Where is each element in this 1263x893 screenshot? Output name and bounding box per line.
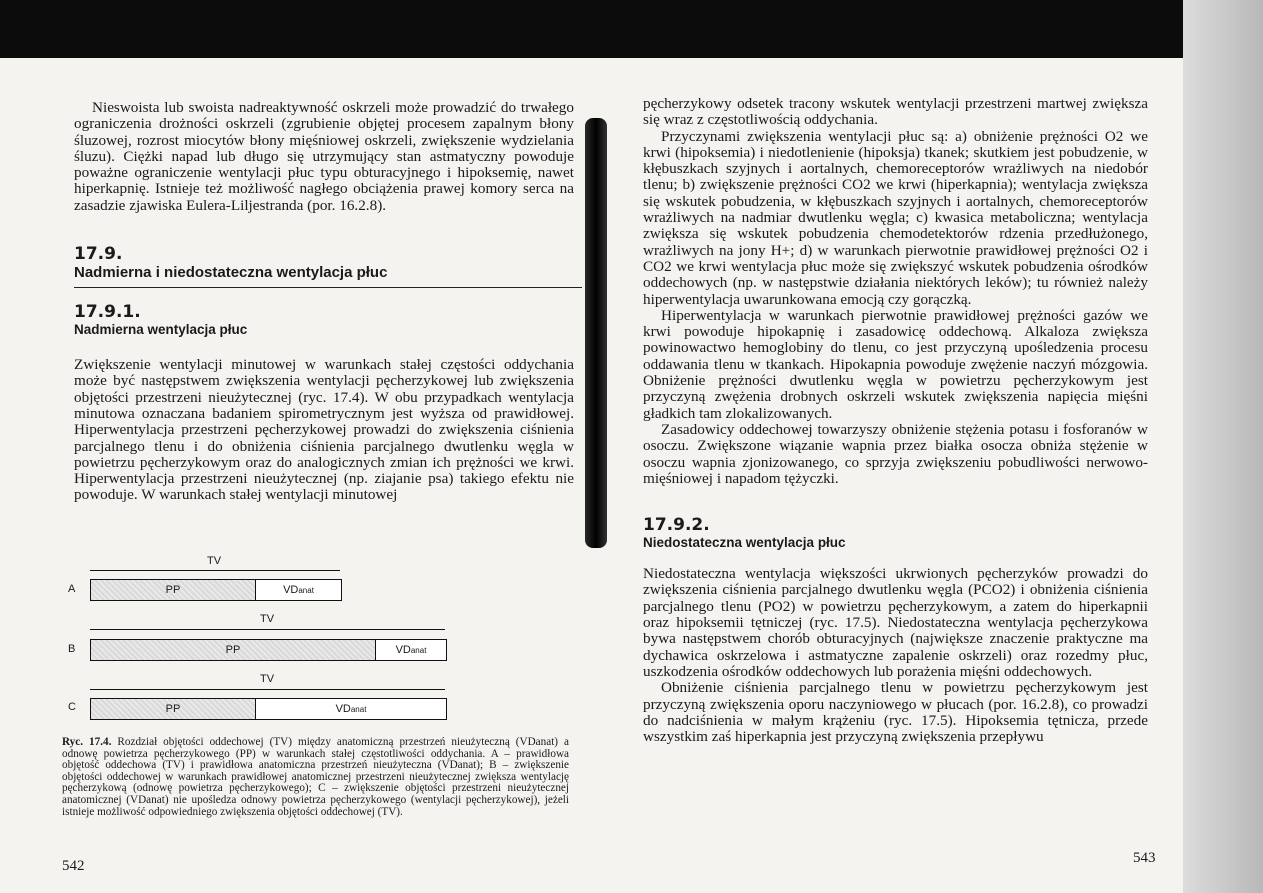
tv-arrow bbox=[90, 689, 445, 690]
section-title: Nadmierna i niedostateczna wentylacja płuc bbox=[74, 264, 388, 282]
tv-label: TV bbox=[207, 555, 222, 567]
row-label-a: A bbox=[68, 583, 76, 595]
figure-17-4 bbox=[62, 555, 452, 735]
pp-segment: PP bbox=[91, 699, 256, 719]
vd-segment bbox=[256, 699, 446, 719]
subsection-title: Nadmierna wentylacja płuc bbox=[74, 322, 248, 338]
caption-text: Rozdział objętości oddechowej (TV) między anatomiczną przestrzeń nieużyteczną (VDanat) a odnowę powietrza pęcherzykowego (PP) w warunkach stałej częstotliwości oddychania. A – prawidłowa objętość oddechowa (TV) i prawidłowa anatomiczna przestrzeń nieużyteczna (VDanat); B – zwiększenie objętości oddechowej w warunkach prawidłowej anatomicznej przestrzeni nieużytecznej zwiększa wentylację pęcherzykową (odnowę powietrza pęcherzykowego); C – zwiększenie objętości przestrzeni nieużytecznej anatomicznej (VDanat) nie upośledza odnowy powietrza pęcherzykowego (wentylacji pęcherzykowej), jeżeli istnieje możliwość odpowiedniego zwiększenia objętości oddechowej (TV). bbox=[62, 736, 569, 818]
body-paragraph: Zwiększenie wentylacji minutowej w warunkach stałej częstości oddychania może być następstwem zwiększenia wentylacji pęcherzykowej lub zwiększenia objętości przestrzeni nieużytecznej (ryc. 17.4). W obu przypadkach wentylacja minutowa oznaczana badaniem spirometrycznym jest wyższa od prawidłowej. Hiperwentylacja przestrzeni pęcherzykowej prowadzi do zwiększenia ciśnienia parcjalnego tlenu i do obniżenia ciśnienia parcjalnego dwutlenku węgla w powietrzu pęcherzykowym oraz do analogicznych zmian ich prężności we krwi. Hiperwentylacja przestrzeni nieużytecznej (np. ziajanie psa) takiego efektu nie powoduje. W warunkach stałej wentylacji minutowej bbox=[74, 356, 574, 504]
page-number-left: 542 bbox=[62, 858, 85, 874]
bar-row-c bbox=[90, 698, 447, 720]
row-label-b: B bbox=[68, 643, 76, 655]
left-page bbox=[74, 100, 574, 504]
vd-sub: anat bbox=[410, 645, 427, 655]
section-number: 17.9. bbox=[74, 244, 123, 265]
vd-segment bbox=[376, 640, 446, 660]
book-spine-gutter bbox=[585, 118, 607, 548]
body-paragraph: Przyczynami zwiększenia wentylacji płuc są: a) obniżenie prężności O2 we krwi (hipoksemia) i niedotlenienie (hipoksja) tkanek; skutkiem jest pobudzenie, w kłębuszkach szyjnych i aortalnych, chemoreceptorów wrażliwych na niedobór tlenu; b) zwiększenie prężności CO2 we krwi (hiperkapnia); wentylacja zwiększa się wskutek pobudzenia, w kłębuszkach szyjnych i aortalnych, chemoreceptorów wrażliwych na nadmiar dwutlenku węgla; c) kwasica metaboliczna; wentylacja zwiększa się wskutek pobudzenia chemodetektorów rdzenia przedłużonego, wrażliwych na jony H+; d) w warunkach pierwotnie prawidłowej prężności O2 i CO2 we krwi wentylacja płuc może się zwiększyć wskutek pobudzenia ośrodków oddechowych (np. w następstwie działania niektórych leków); tu również należy hiperwentylacja uwarunkowana emocją czy gorączką. bbox=[643, 127, 1148, 308]
subsection-number: 17.9.2. bbox=[643, 515, 710, 536]
row-label-c: C bbox=[68, 701, 76, 713]
intro-paragraph: Nieswoista lub swoista nadreaktywność oskrzeli może prowadzić do trwałego ograniczenia drożności oskrzeli (zgrubienie objętej procesem zapalnym błony śluzowej, rozrost miocytów błony mięśniowej oskrzeli, zwiększenie wydzielania śluzu). Ciężki napad lub długo się utrzymujący stan astmatyczny powoduje poważne ograniczenie wentylacji płuc typu obturacyjnego i hipoksemię, nawet hiperkapnię. Istnieje też możliwość nagłego obciążenia prawej komory serca na zasadzie zjawiska Eulera-Liljestranda (por. 16.2.8). bbox=[74, 99, 574, 214]
tv-arrow bbox=[90, 570, 340, 571]
pp-segment: PP bbox=[91, 580, 256, 600]
tv-label: TV bbox=[260, 613, 275, 625]
body-paragraph: Niedostateczna wentylacja większości ukrwionych pęcherzyków prowadzi do zwiększenia ciśnienia parcjalnego dwutlenku węgla (PCO2) i obniżenia ciśnienia parcjalnego tlenu (PO2) w powietrzu pęcherzykowym, a zatem do hiperkapnii oraz hipoksemii tętniczej (ryc. 17.5). Niedostateczna wentylacja pęcherzykowa bywa następstwem chorób obturacyjnych (największe znaczenie praktyczne ma dychawica oskrzelowa i astmatyczne zapalenie oskrzeli) oraz rozedmy płuc, uszkodzenia ośrodków oddechowych lub porażenia mięśni oddechowych. bbox=[643, 565, 1148, 680]
body-paragraph: Hiperwentylacja w warunkach pierwotnie prawidłowej prężności gazów we krwi powoduje hipokapnię i zasadowicę oddechową. Alkaloza zwiększa powinowactwo hemoglobiny do tlenu, co jest przyczyną upośledzenia procesu oddawania tlenu w tkankach. Hipokapnia powoduje zwężenie naczyń mózgowia. Obniżenie prężności dwutlenku węgla w powietrzu pęcherzykowym jest przyczyną zwężenia drobnych oskrzeli wskutek zwiększenia napięcia mięśni gładkich tam zlokalizowanych. bbox=[643, 306, 1148, 422]
page-number-right: 543 bbox=[1133, 850, 1156, 866]
vd-segment bbox=[256, 580, 341, 600]
bar-row-a bbox=[90, 579, 342, 601]
vd-text: VD bbox=[335, 703, 351, 715]
vd-text: VD bbox=[395, 644, 411, 656]
bar-row-b bbox=[90, 639, 447, 661]
right-page bbox=[643, 96, 1148, 745]
tv-arrow bbox=[90, 629, 445, 630]
scan-top-edge bbox=[0, 0, 1263, 58]
figure-caption bbox=[62, 737, 569, 818]
pp-segment: PP bbox=[91, 640, 376, 660]
subsection-number: 17.9.1. bbox=[74, 302, 141, 323]
subsection-title: Niedostateczna wentylacja płuc bbox=[643, 535, 846, 551]
vd-sub: anat bbox=[350, 704, 367, 714]
scan-right-edge bbox=[1183, 0, 1263, 893]
tv-label: TV bbox=[260, 673, 275, 685]
body-paragraph: Obniżenie ciśnienia parcjalnego tlenu w powietrzu pęcherzykowym jest przyczyną zwiększenia oporu naczyniowego w płucach (por. 16.2.8), co prowadzi do nadciśnienia w małym krążeniu (ryc. 17.5). Hipoksemia tętnicza, przede wszystkim zaś hiperkapnia jest przyczyną zwiększenia przepływu bbox=[643, 679, 1148, 746]
caption-label: Ryc. 17.4. bbox=[62, 736, 112, 748]
body-paragraph: Zasadowicy oddechowej towarzyszy obniżenie stężenia potasu i fosforanów w osoczu. Zwiększone wiązanie wapnia przez białka osocza obniża stężenie w osoczu wapnia zjonizowanego, co sprzyja zwiększeniu pobudliwości nerwowo-mięśniowej i napadom tężyczki. bbox=[643, 420, 1148, 487]
vd-sub: anat bbox=[298, 585, 314, 595]
vd-text: VD bbox=[283, 584, 299, 596]
body-paragraph: pęcherzykowy odsetek tracony wskutek wentylacji przestrzeni martwej zwiększa się wraz z częstotliwością oddychania. bbox=[643, 95, 1148, 129]
